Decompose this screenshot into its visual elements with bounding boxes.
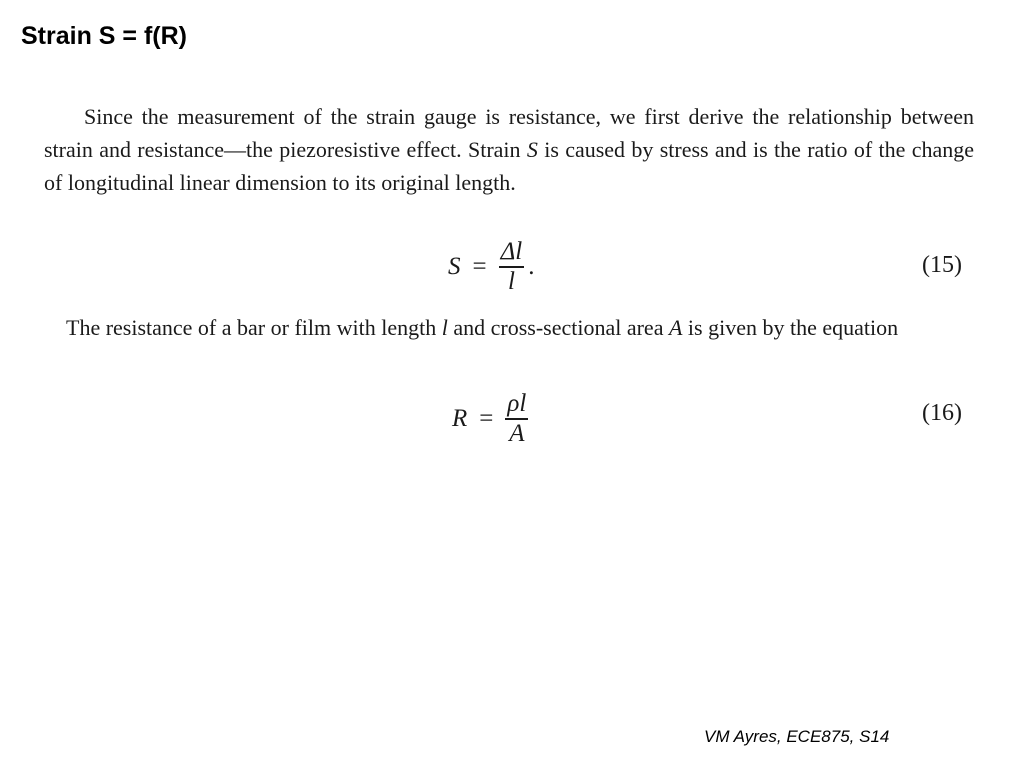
equation-16 [452,390,528,448]
equation-16-numerator: ρl [507,390,527,417]
excerpt-paragraph-2 [66,311,974,344]
equation-16-denominator: A [509,419,525,447]
equation-16-fraction [505,390,528,448]
equation-16-equals: = [479,404,494,432]
paragraph-1-text-a: Since the measurement of the strain gauge is resistance, we first derive the relationship between strain and resistance—the piezoresistive effect. Strain [44,104,974,162]
equation-15-equals: = [472,252,487,280]
paragraph-2-text-b: and cross-sectional area [447,315,669,340]
equation-15-denominator: l [507,267,515,295]
equation-15-lhs: S [448,252,461,280]
paragraph-2-text-c: is given by the equation [682,315,899,340]
equation-16-number: (16) [922,400,962,426]
equation-15-number: (15) [922,252,962,278]
variable-a: A [668,315,683,340]
equation-15-fraction [499,238,525,296]
equation-16-lhs: R [452,404,468,432]
equation-15-period: . [528,252,535,280]
excerpt-paragraph-1 [44,100,974,199]
variable-s: S [526,137,538,162]
slide-footer: VM Ayres, ECE875, S14 [704,727,890,746]
equation-15 [448,238,534,296]
paragraph-1-text-b: is caused by stress and is the ratio of the change of longitudinal linear dimension to its original length. [44,137,974,195]
slide-title: Strain S = f(R) [21,22,187,50]
variable-l: l [441,315,448,340]
paragraph-2-text-a: The resistance of a bar or film with length [66,315,442,340]
equation-15-numerator: Δl [500,238,523,265]
